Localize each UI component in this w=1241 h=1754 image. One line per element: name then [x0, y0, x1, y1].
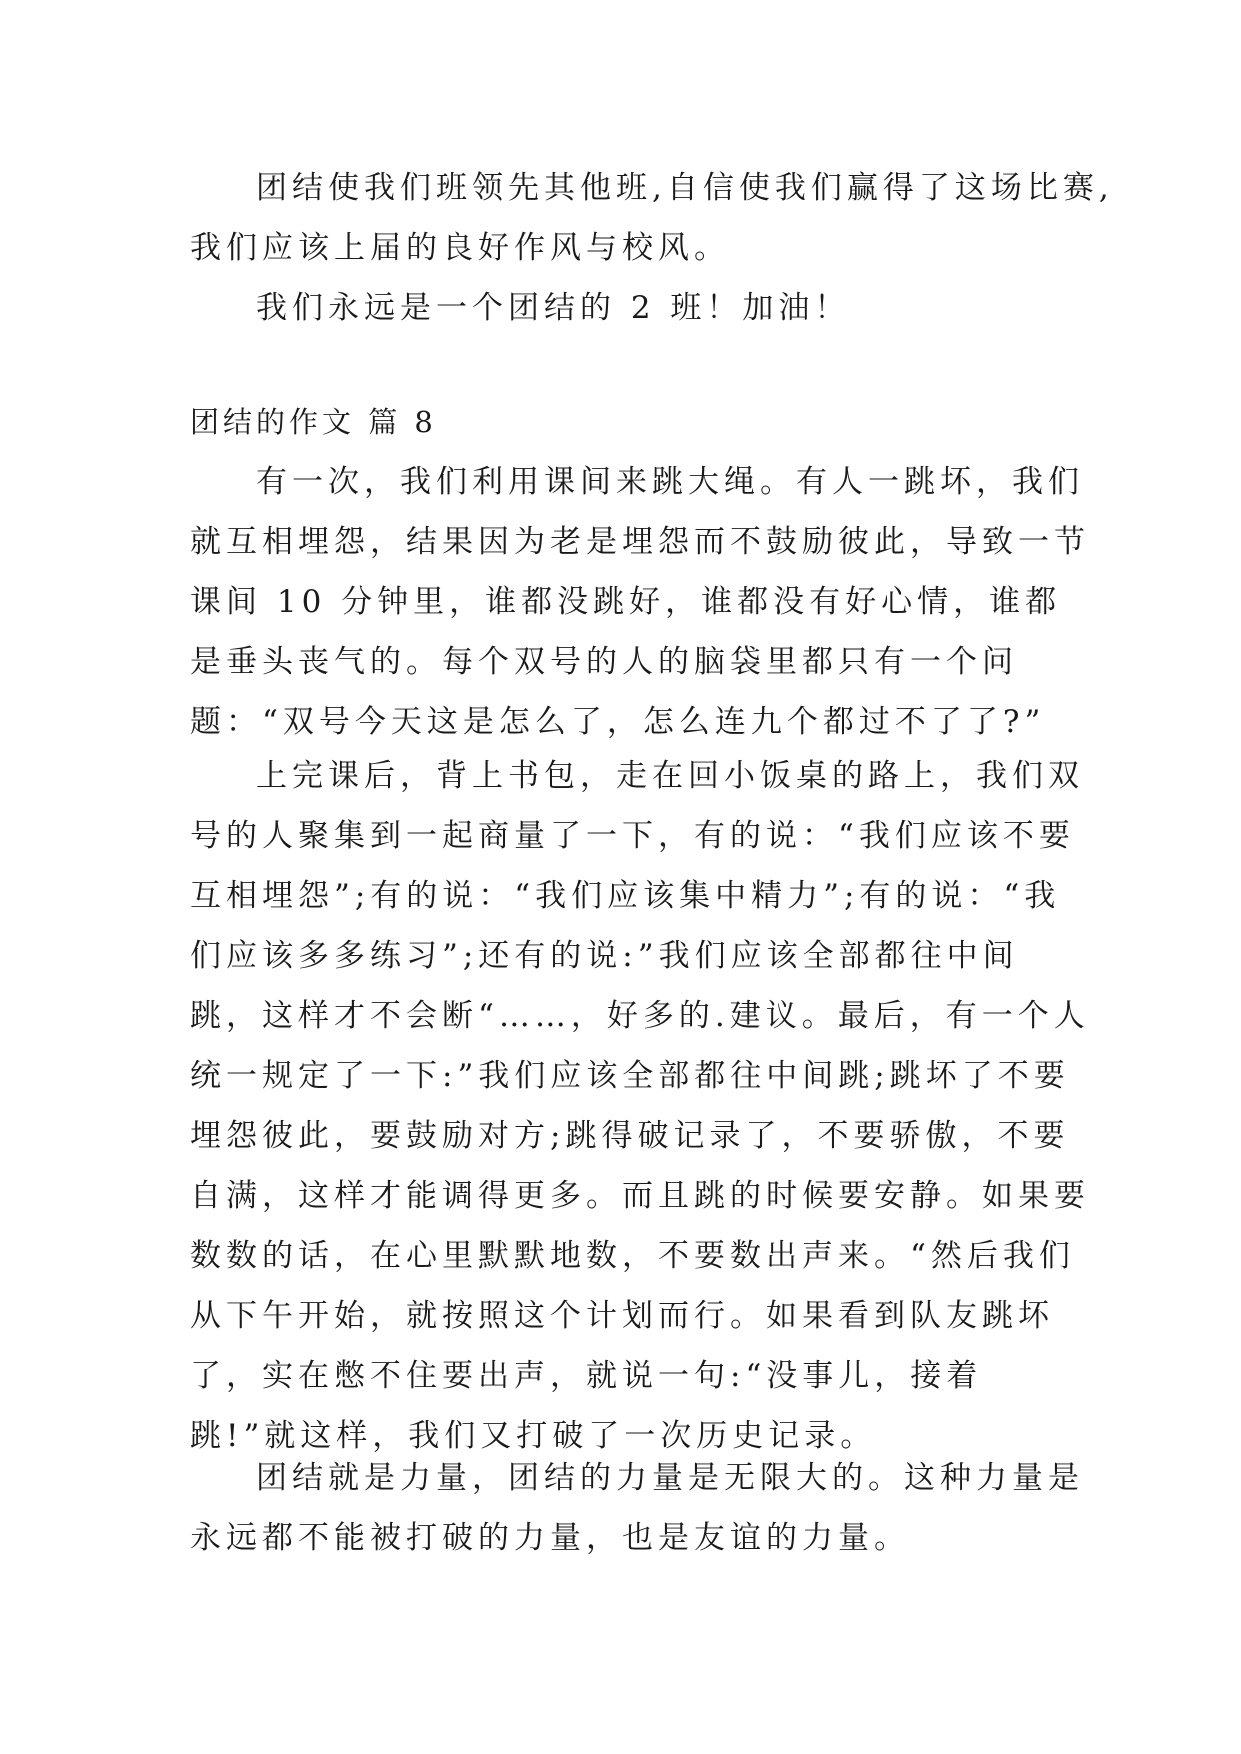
- section-paragraph-1: 有一次，我们利用课间来跳大绳。有人一跳坏，我们就互相埋怨，结果因为老是埋怨而不鼓励彼此，导致一节课间 10 分钟里，谁都没跳好，谁都没有好心情，谁都是垂头丧气的。每个双号的人的脑袋里都只有一个问题：“双号今天这是怎么了，怎么连九个都过不了了?”: [190, 464, 1090, 740]
- section-paragraph-2: 上完课后，背上书包，走在回小饭桌的路上，我们双号的人聚集到一起商量了一下，有的说：“我们应该不要互相埋怨”;有的说：“我们应该集中精力”;有的说：“我们应该多多练习”;还有的说:”我们应该全部都往中间跳，这样才不会断“……，好多的.建议。最后，有一个人统一规定了一下:”我们应该全部都往中间跳;跳坏了不要埋怨彼此，要鼓励对方;跳得破记录了，不要骄傲，不要自满，这样才能调得更多。而且跳的时候要安静。如果要数数的话，在心里默默地数，不要数出声来。“然后我们从下午开始，就按照这个计划而行。如果看到队友跳坏了，实在憋不住要出声，就说一句:“没事儿，接着跳!”就这样，我们又打破了一次历史记录。: [190, 758, 1090, 1454]
- section-title: 团结的作文 篇 8: [190, 405, 437, 439]
- section-paragraph-3: 团结就是力量，团结的力量是无限大的。这种力量是永远都不能被打破的力量，也是友谊的力量。: [190, 1460, 1084, 1556]
- intro-paragraph-2: 我们永远是一个团结的 2 班！加油！: [256, 290, 851, 326]
- intro-paragraph-1: 团结使我们班领先其他班,自信使我们赢得了这场比赛,我们应该上届的良好作风与校风。: [190, 170, 1114, 266]
